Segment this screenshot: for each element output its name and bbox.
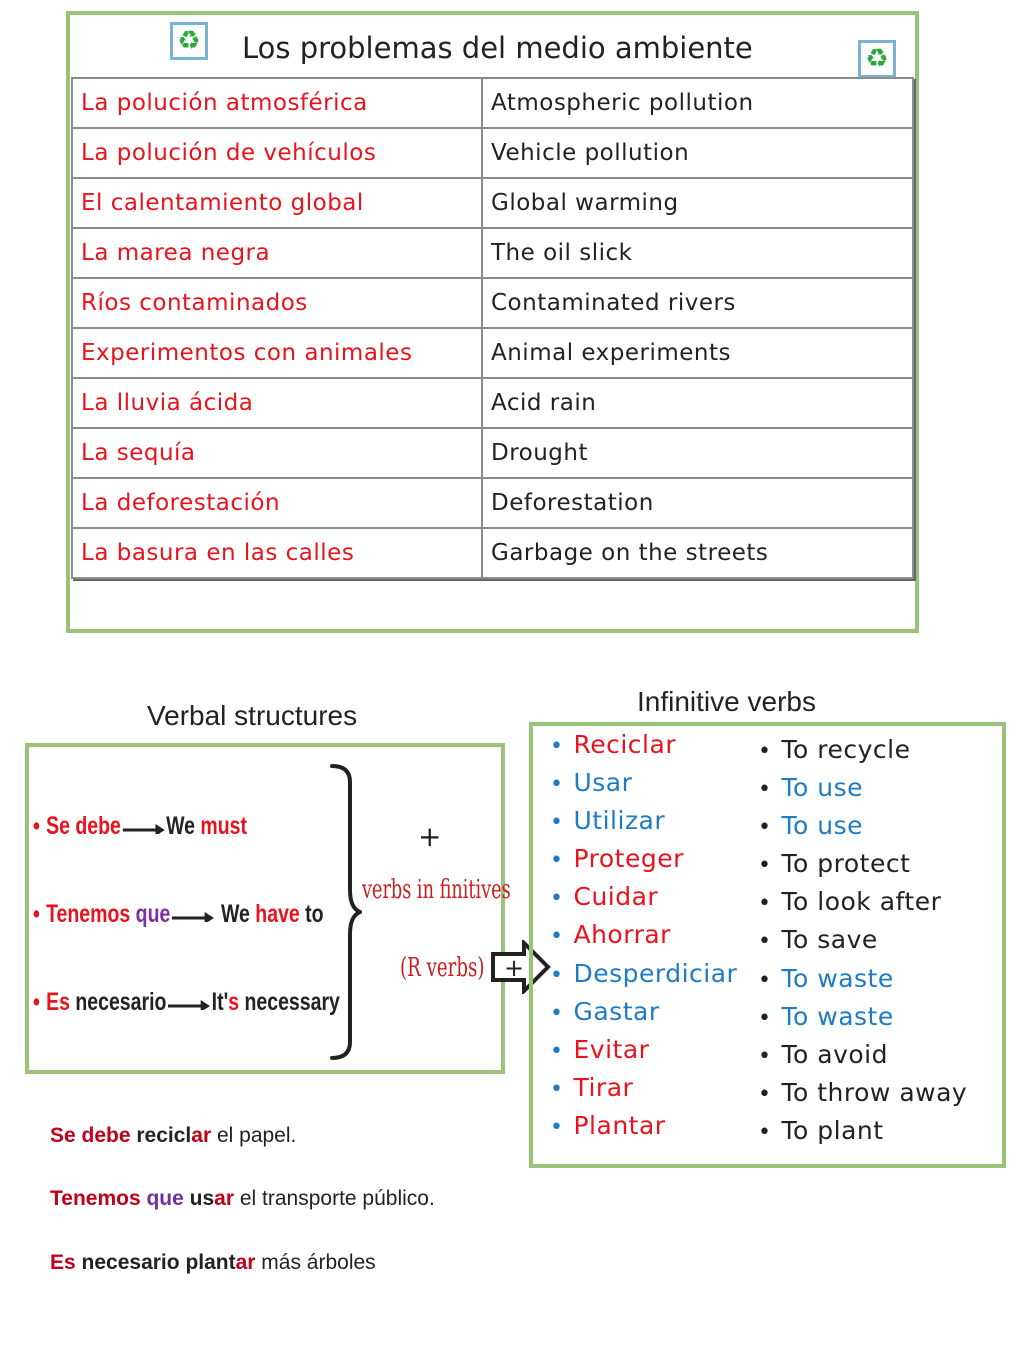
vocabulary-row xyxy=(72,378,913,428)
verb-text: To use xyxy=(781,811,863,841)
bullet: • xyxy=(550,848,564,874)
structure-text: necessary xyxy=(239,988,340,1016)
example-fragment: Tenemos xyxy=(50,1187,147,1210)
english-term: Drought xyxy=(482,428,913,478)
spanish-term: La marea negra xyxy=(72,228,482,278)
verb-text: Tirar xyxy=(573,1072,634,1102)
english-verb xyxy=(758,731,967,769)
bullet: • xyxy=(758,853,772,879)
bullet: • xyxy=(550,886,564,912)
verbal-structures-heading: Verbal structures xyxy=(147,700,358,731)
verb-text: To use xyxy=(781,773,863,803)
spanish-verb xyxy=(550,1069,737,1107)
spanish-verb xyxy=(550,878,737,916)
english-term: Global warming xyxy=(482,178,913,228)
vocabulary-row xyxy=(72,78,913,128)
bullet: • xyxy=(33,900,40,928)
spanish-verb xyxy=(550,1031,737,1069)
vocabulary-row xyxy=(72,228,913,278)
recycle-icon: ♻ xyxy=(170,22,208,60)
example-sentence xyxy=(50,1251,376,1275)
example-fragment: necesario xyxy=(81,1251,186,1274)
vocabulary-row xyxy=(72,528,913,578)
bullet: • xyxy=(550,1000,564,1026)
verbs-in-finitives-label: verbs in finitives xyxy=(362,875,511,905)
bullet: • xyxy=(758,1081,772,1107)
verb-text: Evitar xyxy=(573,1034,650,1064)
example-fragment: us xyxy=(189,1187,215,1210)
verb-text: To recycle xyxy=(781,735,911,764)
structure-text: necesario xyxy=(69,988,167,1016)
spanish-verb xyxy=(550,916,737,954)
spanish-verb xyxy=(550,802,737,840)
example-fragment: que xyxy=(146,1187,190,1210)
bullet: • xyxy=(550,734,564,759)
infinitive-verbs-heading: Infinitive verbs xyxy=(637,686,816,717)
verb-text: Gastar xyxy=(573,996,660,1026)
spanish-verb xyxy=(550,726,737,764)
spanish-term: La polución atmosférica xyxy=(72,78,482,128)
bullet: • xyxy=(33,988,40,1016)
english-term: Deforestation xyxy=(482,478,913,528)
english-term: Acid rain xyxy=(482,378,913,428)
english-verb xyxy=(758,960,967,998)
english-term: Contaminated rivers xyxy=(482,278,913,328)
example-fragment: ar xyxy=(235,1251,256,1274)
arrow-icon xyxy=(172,908,214,922)
vocabulary-row xyxy=(72,128,913,178)
structure-text: Se debe xyxy=(46,812,121,840)
example-fragment: el papel. xyxy=(211,1124,297,1147)
plus-sign: + xyxy=(418,820,442,853)
verb-text: Utilizar xyxy=(573,806,666,836)
english-verb xyxy=(758,807,967,845)
vocabulary-row xyxy=(72,328,913,378)
structure-text: to xyxy=(299,900,324,928)
structure-text: s xyxy=(228,988,240,1016)
vocabulary-table xyxy=(71,77,914,579)
connector-plus: + xyxy=(503,954,525,982)
structure-tenemos-que xyxy=(33,900,324,929)
vocabulary-row xyxy=(72,178,913,228)
spanish-term: La basura en las calles xyxy=(72,528,482,578)
spanish-term: La lluvia ácida xyxy=(72,378,482,428)
verb-text: To look after xyxy=(781,887,942,917)
recycle-icon: ♻ xyxy=(858,40,896,78)
english-term: Vehicle pollution xyxy=(482,128,913,178)
spanish-term: La polución de vehículos xyxy=(72,128,482,178)
example-fragment: Es xyxy=(50,1251,82,1274)
example-fragment: más árboles xyxy=(255,1251,376,1274)
spanish-term: La sequía xyxy=(72,428,482,478)
english-term: Animal experiments xyxy=(482,328,913,378)
verb-text: To plant xyxy=(781,1115,884,1145)
bullet: • xyxy=(758,929,772,955)
bullet: • xyxy=(758,967,772,993)
structure-text: have xyxy=(255,900,300,928)
verb-text: Desperdiciar xyxy=(573,958,738,988)
bullet: • xyxy=(550,1114,564,1140)
verb-text: Cuidar xyxy=(573,882,659,912)
english-verb-list xyxy=(758,731,967,1150)
bullet: • xyxy=(758,1005,772,1031)
bullet: • xyxy=(758,815,772,841)
bullet: • xyxy=(550,1076,564,1102)
spanish-verb xyxy=(550,840,737,878)
vocabulary-row xyxy=(72,428,913,478)
structure-text: must xyxy=(195,812,248,840)
english-term: The oil slick xyxy=(482,228,913,278)
bullet: • xyxy=(33,812,40,840)
bullet: • xyxy=(758,739,772,764)
structure-text: Tenemos xyxy=(46,900,136,928)
curly-brace xyxy=(328,762,362,1062)
bullet: • xyxy=(758,891,772,917)
r-verbs-label: (R verbs) xyxy=(400,953,485,983)
english-verb xyxy=(758,769,967,807)
spanish-term: La deforestación xyxy=(72,478,482,528)
english-verb xyxy=(758,883,967,921)
example-fragment: ar xyxy=(214,1187,235,1210)
verb-text: To waste xyxy=(781,963,894,993)
vocabulary-row xyxy=(72,478,913,528)
verb-text: To protect xyxy=(781,849,911,879)
spanish-term: El calentamiento global xyxy=(72,178,482,228)
spanish-term: Ríos contaminados xyxy=(72,278,482,328)
verb-text: Ahorrar xyxy=(573,920,671,950)
bullet: • xyxy=(758,777,772,803)
verb-text: Plantar xyxy=(573,1110,666,1140)
verb-text: Proteger xyxy=(573,844,684,874)
bullet: • xyxy=(550,962,564,988)
english-verb xyxy=(758,1074,967,1112)
english-verb xyxy=(758,845,967,883)
bullet: • xyxy=(550,810,564,836)
english-term: Atmospheric pollution xyxy=(482,78,913,128)
verb-text: Reciclar xyxy=(573,730,677,759)
spanish-term: Experimentos con animales xyxy=(72,328,482,378)
verb-text: To avoid xyxy=(781,1039,888,1069)
verb-text: Usar xyxy=(573,768,633,798)
english-verb xyxy=(758,1036,967,1074)
verb-text: To waste xyxy=(781,1001,894,1031)
example-fragment: ar xyxy=(191,1124,212,1147)
verb-text: To throw away xyxy=(781,1077,968,1107)
structure-text: We xyxy=(215,900,256,928)
example-fragment: recicl xyxy=(136,1124,192,1147)
spanish-verb xyxy=(550,955,737,993)
english-term: Garbage on the streets xyxy=(482,528,913,578)
spanish-verb xyxy=(550,993,737,1031)
example-fragment: plant xyxy=(185,1251,236,1274)
bullet: • xyxy=(550,772,564,798)
bullet: • xyxy=(550,1038,564,1064)
bullet: • xyxy=(758,1043,772,1069)
arrow-icon xyxy=(168,996,210,1010)
structure-text: We xyxy=(166,812,196,840)
bullet: • xyxy=(550,924,564,950)
structure-text: It' xyxy=(211,988,229,1016)
vocabulary-title: Los problemas del medio ambiente xyxy=(242,31,753,65)
english-verb xyxy=(758,921,967,959)
arrow-icon xyxy=(122,820,164,834)
example-fragment: el transporte público. xyxy=(234,1187,435,1210)
structure-se-debe xyxy=(33,812,247,841)
spanish-verb xyxy=(550,1107,737,1145)
structure-es-necesario xyxy=(33,988,340,1017)
verb-text: To save xyxy=(781,925,878,955)
example-sentence xyxy=(50,1124,296,1148)
structure-text: Es xyxy=(46,988,70,1016)
english-verb xyxy=(758,998,967,1036)
spanish-verb-list xyxy=(550,726,737,1145)
example-sentence xyxy=(50,1187,435,1211)
spanish-verb xyxy=(550,764,737,802)
structure-text: que xyxy=(135,900,171,928)
vocabulary-row xyxy=(72,278,913,328)
example-fragment: Se debe xyxy=(50,1124,137,1147)
english-verb xyxy=(758,1112,967,1150)
bullet: • xyxy=(758,1119,772,1145)
